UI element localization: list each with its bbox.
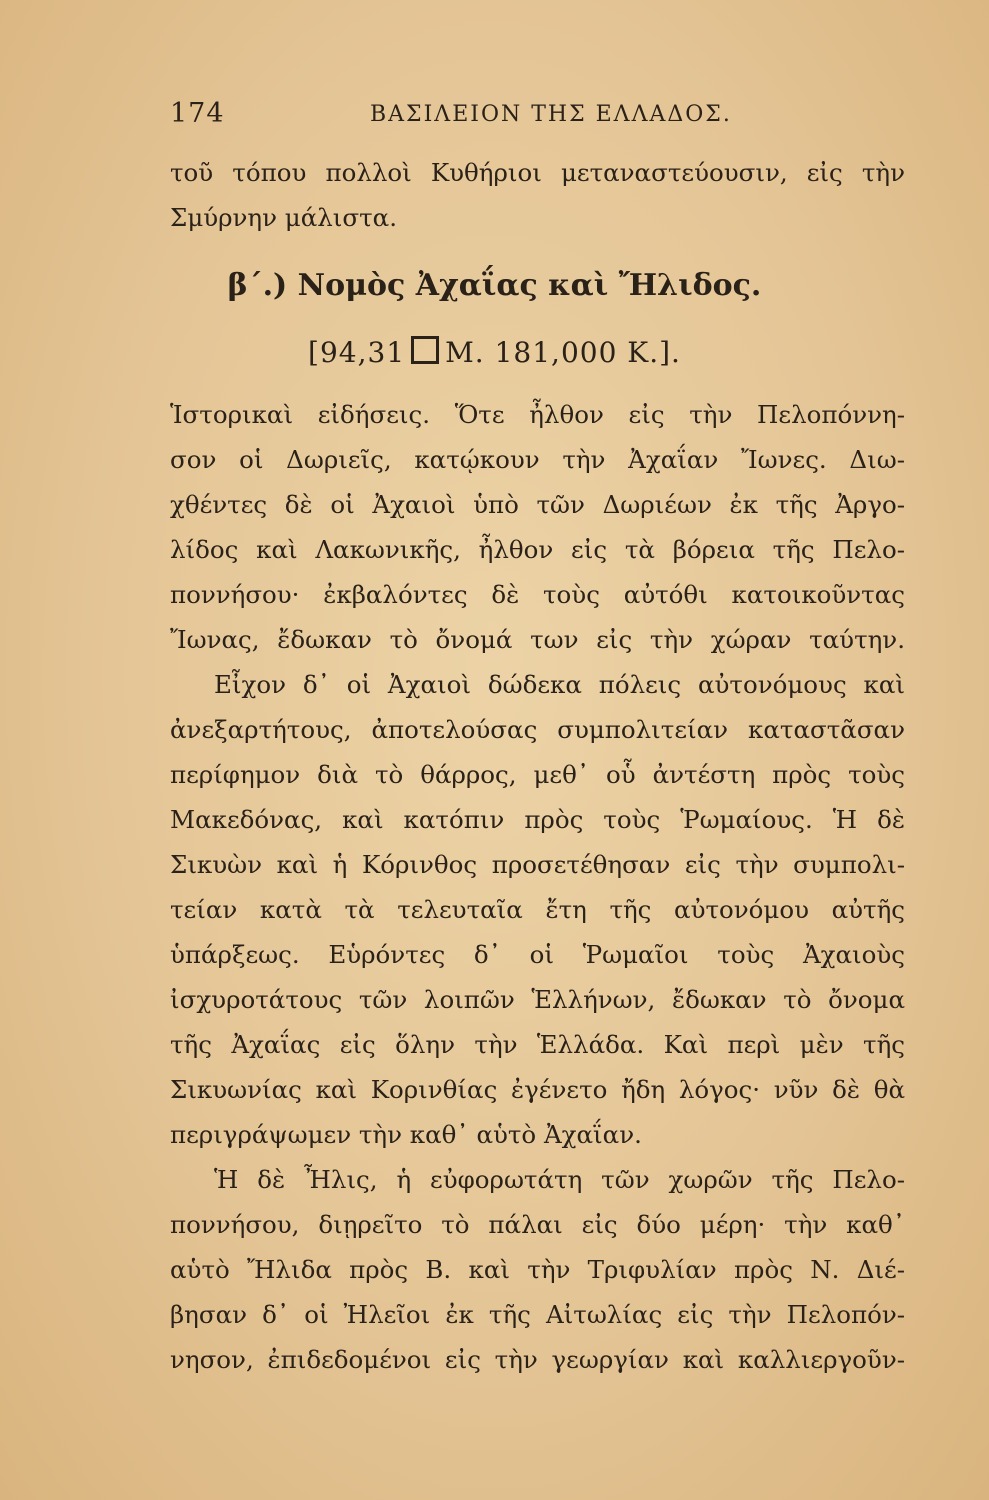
text-line: σον οἱ Δωριεῖς, κατῴκουν τὴν Ἀχαΐαν Ἴωνες. Διω-	[170, 445, 905, 474]
text-line: βησαν δ᾽ οἱ Ἠλεῖοι ἐκ τῆς Αἰτωλίας εἰς τὴν Πελοπόν-	[170, 1300, 905, 1329]
text-line: Ἡ δὲ Ἦλις, ἡ εὐφορωτάτη τῶν χωρῶν τῆς Πελο-	[214, 1165, 905, 1194]
text-line: τείαν κατὰ τὰ τελευταῖα ἔτη τῆς αὐτονόμου αὐτῆς	[170, 895, 905, 924]
text-line: χθέντες δὲ οἱ Ἀχαιοὶ ὑπὸ τῶν Δωριέων ἐκ τῆς Ἀργο-	[170, 490, 905, 519]
text-line: Μακεδόνας, καὶ κατόπιν πρὸς τοὺς Ῥωμαίους. Ἡ δὲ	[170, 805, 905, 834]
running-title: ΒΑΣΙΛΕΙΟΝ ΤΗΣ ΕΛΛΑΔΟΣ.	[370, 102, 732, 127]
page-header	[170, 98, 900, 138]
text-line: ὑπάρξεως. Εὑρόντες δ᾽ οἱ Ῥωμαῖοι τοὺς Ἀχαιοὺς	[170, 940, 905, 969]
text-line: νησον, ἐπιδεδομένοι εἰς τὴν γεωργίαν καὶ καλλιεργοῦν-	[170, 1345, 905, 1374]
text-line: Εἶχον δ᾽ οἱ Ἀχαιοὶ δώδεκα πόλεις αὐτονόμους καὶ	[214, 670, 905, 699]
section-heading: β΄.) Νομὸς Ἀχαΐας καὶ Ἤλιδος.	[227, 268, 762, 303]
text-line: αὑτὸ Ἤλιδα πρὸς Β. καὶ τὴν Τριφυλίαν πρὸς Ν. Διέ-	[170, 1255, 905, 1284]
text-line: ποννήσου, διῃρεῖτο τὸ πάλαι εἰς δύο μέρη· τὴν καθ᾽	[170, 1210, 905, 1239]
area-value: [94,31	[308, 336, 406, 369]
text-line: Σικυὼν καὶ ἡ Κόρινθος προσετέθησαν εἰς τὴν συμπολι-	[170, 850, 905, 879]
text-line: Σικυωνίας καὶ Κορινθίας ἐγένετο ἤδη λόγος· νῦν δὲ θὰ	[170, 1075, 905, 1104]
main-text	[170, 392, 905, 1382]
text-line: τοῦ τόπου πολλοὶ Κυθήριοι μεταναστεύουσιν, εἰς τὴν	[170, 158, 905, 187]
text-line: ἰσχυροτάτους τῶν λοιπῶν Ἑλλήνων, ἔδωκαν τὸ ὄνομα	[170, 985, 905, 1014]
page-number: 174	[170, 98, 225, 129]
square-box-symbol	[411, 336, 439, 364]
section-statistics	[0, 336, 989, 369]
text-line: Ἱστορικαὶ εἰδήσεις. Ὅτε ἦλθον εἰς τὴν Πελοπόννη-	[170, 400, 905, 429]
intro-paragraph	[170, 150, 905, 240]
text-line: τῆς Ἀχαΐας εἰς ὅλην τὴν Ἑλλάδα. Καὶ περὶ μὲν τῆς	[170, 1030, 905, 1059]
population-value: Μ. 181,000 Κ.].	[445, 336, 681, 369]
text-line: Ἴωνας, ἔδωκαν τὸ ὄνομά των εἰς τὴν χώραν ταύτην.	[170, 625, 905, 654]
text-line: ἀνεξαρτήτους, ἀποτελούσας συμπολιτείαν καταστᾶσαν	[170, 715, 905, 744]
text-line: Σμύρνην μάλιστα.	[170, 203, 398, 232]
text-line: λίδος καὶ Λακωνικῆς, ἦλθον εἰς τὰ βόρεια τῆς Πελο-	[170, 535, 905, 564]
text-line: περιγράψωμεν τὴν καθ᾽ αὑτὸ Ἀχαΐαν.	[170, 1120, 642, 1149]
text-line: περίφημον διὰ τὸ θάρρος, μεθ᾽ οὗ ἀντέστη πρὸς τοὺς	[170, 760, 905, 789]
text-line: ποννήσου· ἐκβαλόντες δὲ τοὺς αὐτόθι κατοικοῦντας	[170, 580, 905, 609]
